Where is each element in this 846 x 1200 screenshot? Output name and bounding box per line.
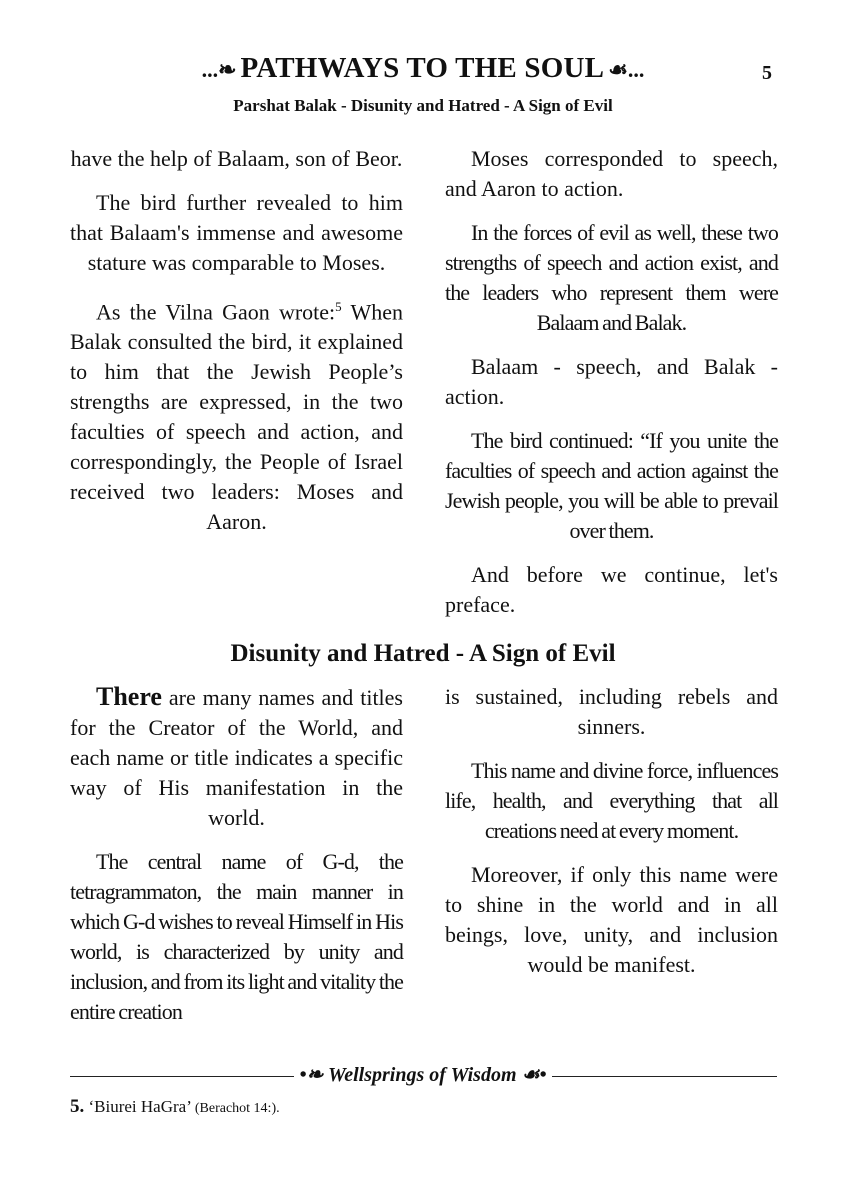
column-top-left [70,144,403,551]
footnote-source: (Berachot 14:). [194,1101,280,1116]
paragraph: The central name of G-d, the tetragrammaton, the main manner in which G-d wishes to reveal Himself in His world, is characterized by unity and inclusion, and from its light and vitality the entire creation [70,849,403,1024]
paragraph [70,292,403,537]
book-title: PATHWAYS TO THE SOUL [240,52,605,84]
paragraph: Moses corresponded to speech, and Aaron to action. [445,146,778,201]
paragraph: The bird further revealed to him that Balaam's immense and awesome stature was comparable to Moses. [70,190,403,275]
footnote [70,1096,280,1118]
running-footer [0,1062,846,1087]
paragraph: This name and divine force, influences life, health, and everything that all creations need at every moment. [445,758,778,843]
paragraph: In the forces of evil as well, these two strengths of speech and action exist, and the leaders who represent them were Balaam and Balak. [445,220,778,335]
paragraph: Moreover, if only this name were to shine in the world and in all beings, love, unity, and inclusion would be manifest. [445,862,778,977]
column-top-right [445,144,778,634]
lead-word: There [96,682,162,711]
ornament-left-icon: ...❧ [201,57,237,82]
paragraph: And before we continue, let's preface. [445,562,778,617]
paragraph-text: When Balak consulted the bird, it explained to him that the Jewish People’s strengths are expressed, in the two faculties of speech and action, and correspondingly, the People of Israel received two leaders: Moses and Aaron. [70,299,403,535]
column-bottom-left [70,682,403,1041]
paragraph: Balaam - speech, and Balak - action. [445,354,778,409]
ornament-right-icon: ☙• [521,1064,547,1086]
running-header [0,52,846,85]
paragraph: have the help of Balaam, son of Beor. [70,146,403,171]
page-number: 5 [762,62,772,84]
paragraph: is sustained, including rebels and sinners. [445,684,778,739]
footnote-ref[interactable]: 5 [335,299,342,314]
section-heading: Disunity and Hatred - A Sign of Evil [230,640,616,667]
chapter-subtitle: Parshat Balak - Disunity and Hatred - A Sign of Evil [233,96,613,115]
footnote-number: 5. [70,1096,85,1117]
paragraph: The bird continued: “If you unite the faculties of speech and action against the Jewish people, you will be able to prevail over them. [445,428,778,543]
footnote-text: ‘Biurei HaGra’ [84,1097,195,1116]
ornament-left-icon: •❧ [299,1064,324,1086]
quote-intro: As the Vilna Gaon wrote: [96,299,336,325]
paragraph [70,682,403,833]
column-bottom-right [445,682,778,994]
paragraph-text: are many names and titles for the Creator of the World, and each name or title indicates a specific way of His manifestation in the world. [70,685,403,830]
footer-title: Wellsprings of Wisdom [327,1064,517,1086]
ornament-right-icon: ☙... [608,57,645,82]
